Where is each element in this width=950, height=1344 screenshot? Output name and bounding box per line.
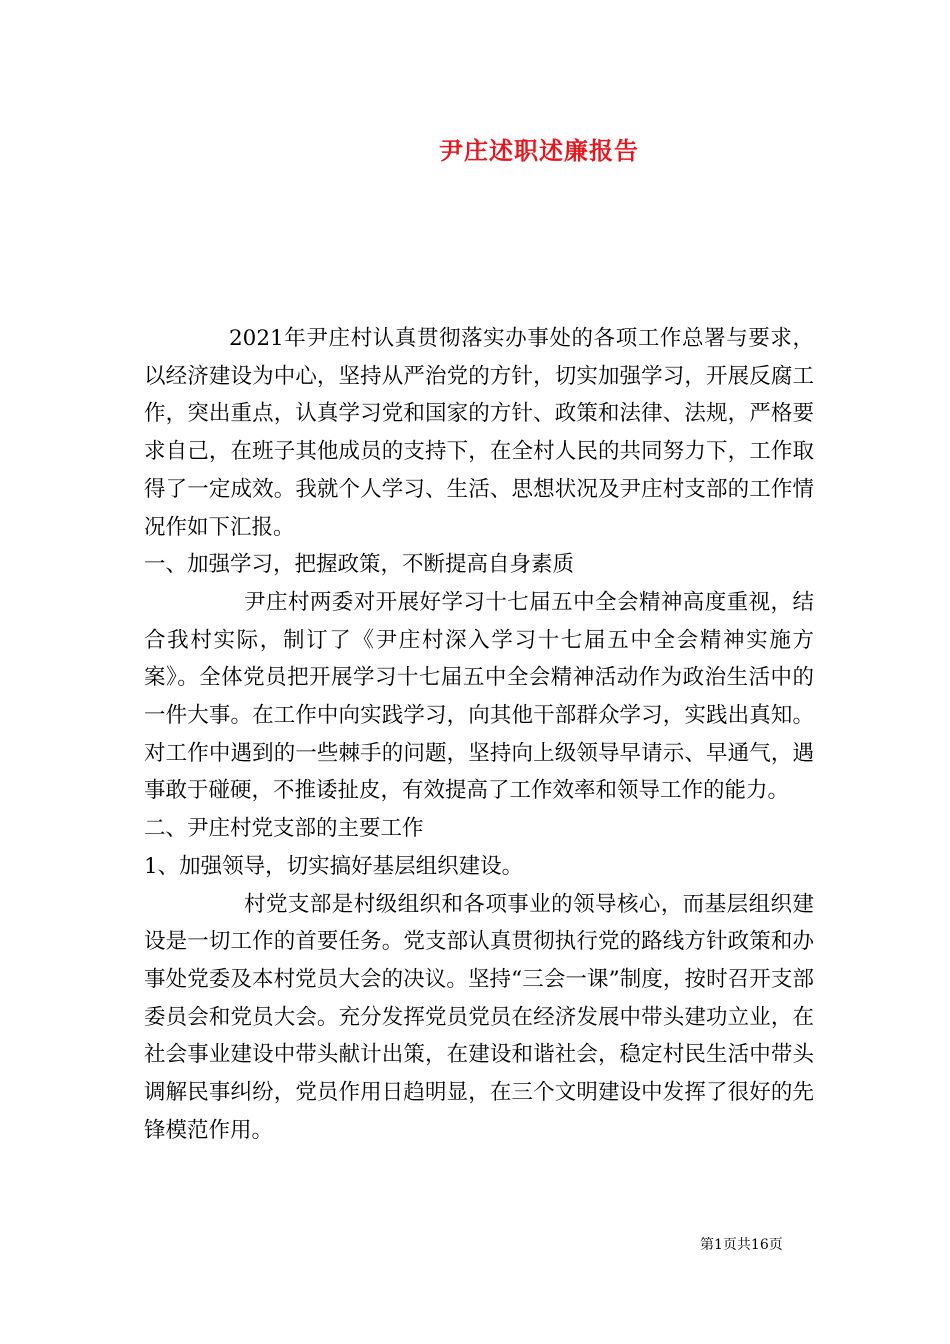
subsection-heading-1: 1、加强领导，切实搞好基层组织建设。 xyxy=(144,853,524,879)
paragraph-intro: 2021年尹庄村认真贯彻落实办事处的各项工作总署与要求，以经济建设为中心，坚持从严治党的方针，切实加强学习，开展反腐工作，突出重点，认真学习党和国家的方针、政策和法律、法规，严格要求自己，在班子其他成员的支持下，在全村人民的共同努力下，工作取得了一定成效。我就个人学习、生活、思想状况及尹庄村支部的工作情况作如下汇报。 xyxy=(144,326,814,540)
page-number-footer: 第1页共16页 xyxy=(700,1237,783,1253)
section-heading-2: 二、尹庄村党支部的主要工作 xyxy=(144,816,424,842)
document-title: 尹庄述职述廉报告 xyxy=(439,136,639,165)
document-body xyxy=(144,320,814,1149)
paragraph-organization: 村党支部是村级组织和各项事业的领导核心，而基层组织建设是一切工作的首要任务。党支部认真贯彻执行党的路线方针政策和办事处党委及本村党员大会的决议。坚持“三会一课”制度，按时召开支部委员会和党员大会。充分发挥党员党员在经济发展中带头建功立业，在社会事业建设中带头献计出策，在建设和谐社会，稳定村民生活中带头调解民事纠纷，党员作用日趋明显，在三个文明建设中发挥了很好的先锋模范作用。 xyxy=(144,891,814,1143)
section-heading-1: 一、加强学习，把握政策，不断提高自身素质 xyxy=(144,552,575,578)
paragraph-study: 尹庄村两委对开展好学习十七届五中全会精神高度重视，结合我村实际，制订了《尹庄村深入学习十七届五中全会精神实施方案》。全体党员把开展学习十七届五中全会精神活动作为政治生活中的一件大事。在工作中向实践学习，向其他干部群众学习，实践出真知。对工作中遇到的一些棘手的问题，坚持向上级领导早请示、早通气，遇事敢于碰硬，不推诿扯皮，有效提高了工作效率和领导工作的能力。 xyxy=(144,589,814,804)
